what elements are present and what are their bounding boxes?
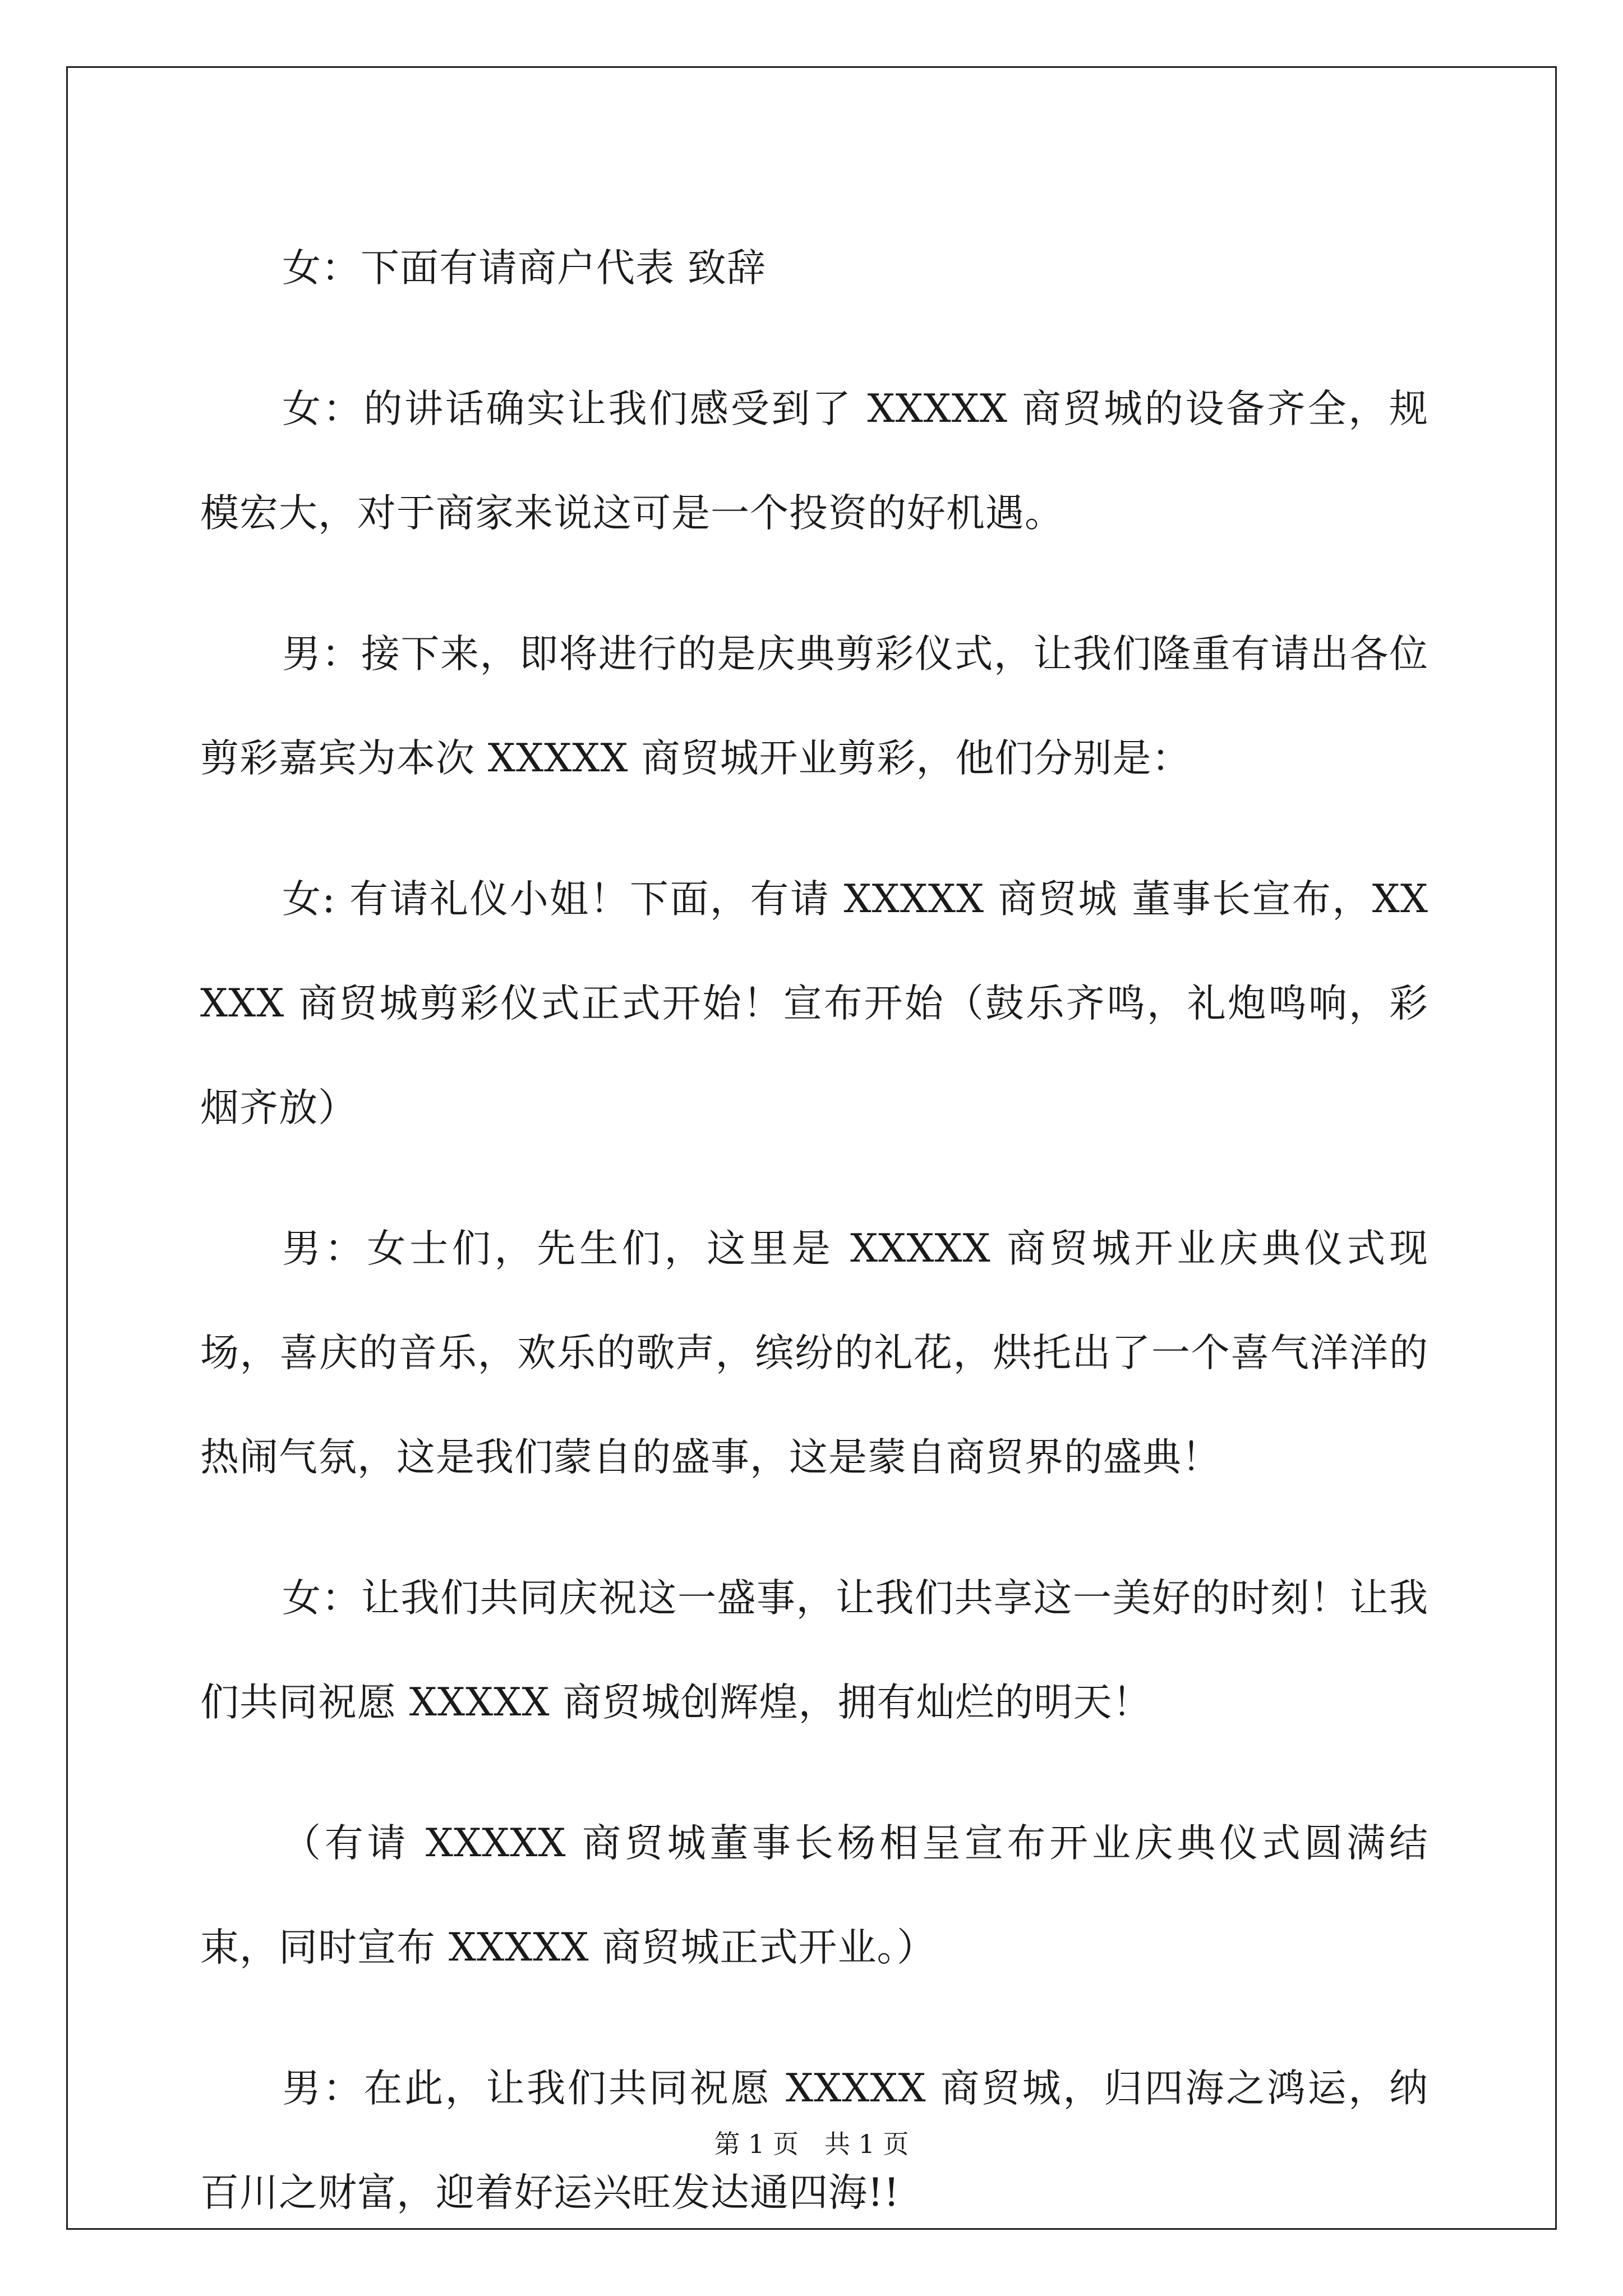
page-number-footer: 第 1 页 共 1 页 [714, 2129, 909, 2159]
paragraph-7: （有请 XXXXX 商贸城董事长杨相呈宣布开业庆典仪式圆满结束，同时宣布 XXXXX 商贸城正式开业。） [200, 1821, 1428, 1970]
paragraph-4: 女: 有请礼仪小姐！下面，有请 XXXXX 商贸城 董事长宣布，XXXXX 商贸城剪彩仪式正式开始！宣布开始（鼓乐齐鸣，礼炮鸣响，彩烟齐放） [200, 877, 1428, 1130]
paragraph-1: 女：下面有请商户代表 致辞 [282, 246, 766, 291]
document-body [200, 216, 1428, 2281]
paragraph-6: 女：让我们共同庆祝这一盛事，让我们共享这一美好的时刻！让我们共同祝愿 XXXXX 商贸城创辉煌，拥有灿烂的明天！ [200, 1576, 1428, 1725]
paragraph-5: 男：女士们，先生们，这里是 XXXXX 商贸城开业庆典仪式现场，喜庆的音乐，欢乐的歌声，缤纷的礼花，烘托出了一个喜气洋洋的热闹气氛，这是我们蒙自的盛事，这是蒙自商贸界的盛典！ [200, 1226, 1428, 1480]
paragraph-3: 男：接下来，即将进行的是庆典剪彩仪式，让我们隆重有请出各位剪彩嘉宾为本次 XXXXX 商贸城开业剪彩，他们分别是： [200, 632, 1428, 781]
paragraph-2: 女：的讲话确实让我们感受到了 XXXXX 商贸城的设备齐全，规模宏大，对于商家来说这可是一个投资的好机遇。 [200, 386, 1428, 536]
paragraph-8: 男：在此，让我们共同祝愿 XXXXX 商贸城，归四海之鸿运，纳百川之财富，迎着好运兴旺发达通四海!! [200, 2066, 1428, 2215]
